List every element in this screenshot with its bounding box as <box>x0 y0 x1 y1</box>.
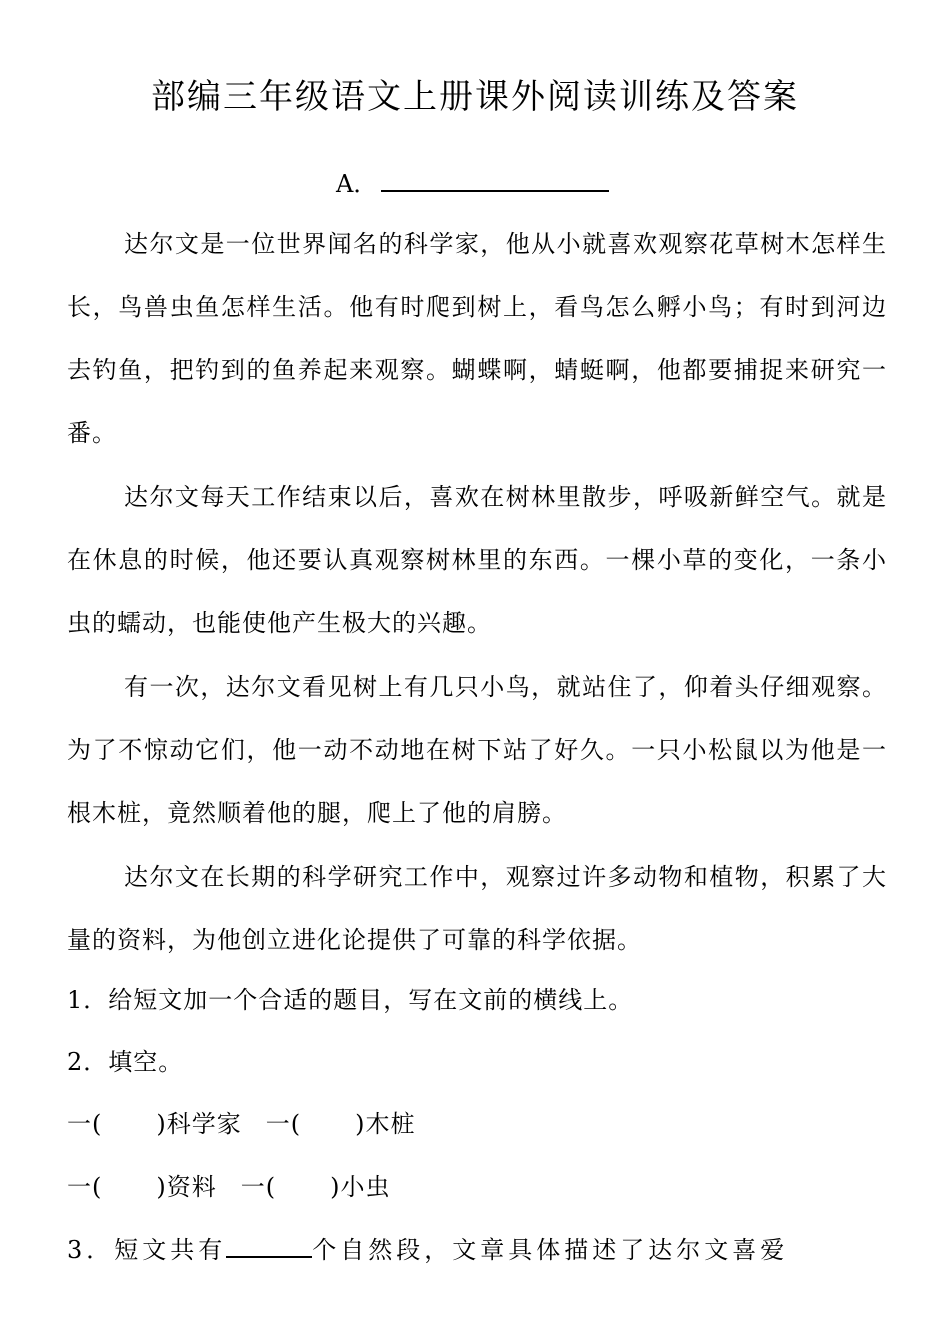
document-title: 部编三年级语文上册课外阅读训练及答案 <box>151 77 799 117</box>
fill-prefix: 一( <box>265 1110 302 1138</box>
paragraph-3: 有一次，达尔文看见树上有几只小鸟，就站住了，仰着头仔细观察。为了不惊动它们，他一动不动地在树下站了好久。一只小松鼠以为他是一根木桩，竟然顺着他的腿，爬上了他的肩膀。 <box>67 673 887 827</box>
paragraph-1: 达尔文是一位世界闻名的科学家，他从小就喜欢观察花草树木怎样生长，鸟兽虫鱼怎样生活。他有时爬到树上，看鸟怎么孵小鸟；有时到河边去钓鱼，把钓到的鱼养起来观察。蝴蝶啊，蜻蜓啊，他都要捕捉来研究一番。 <box>67 230 887 447</box>
question-3-suffix: 个自然段，文章具体描述了达尔文喜爱 <box>312 1236 789 1264</box>
passage-title-line <box>336 166 609 201</box>
paragraph-4: 达尔文在长期的科学研究工作中，观察过许多动物和植物，积累了大量的资料，为他创立进化论提供了可靠的科学依据。 <box>67 863 887 954</box>
paragraph-count-blank[interactable] <box>226 1232 312 1258</box>
title-answer-blank[interactable] <box>381 166 609 192</box>
fill-prefix: 一( <box>67 1173 103 1201</box>
question-1: 1．给短文加一个合适的题目，写在文前的横线上。 <box>67 986 634 1014</box>
fill-prefix: 一( <box>240 1173 277 1201</box>
question-3 <box>67 1232 887 1267</box>
question-3-prefix: 3．短文共有 <box>67 1236 227 1264</box>
passage-label: A． <box>336 170 378 198</box>
fill-suffix: )木桩 <box>355 1110 416 1138</box>
fill-suffix: )科学家 <box>156 1110 242 1138</box>
question-2-row-2 <box>67 1170 887 1204</box>
fill-suffix: )小虫 <box>330 1173 391 1201</box>
paragraph-2: 达尔文每天工作结束以后，喜欢在树林里散步，呼吸新鲜空气。就是在休息的时候，他还要认真观察树林里的东西。一棵小草的变化，一条小虫的蠕动，也能使他产生极大的兴趣。 <box>67 483 887 637</box>
question-2-row-1 <box>67 1107 887 1141</box>
question-2: 2．填空。 <box>67 1048 184 1076</box>
fill-suffix: )资料 <box>156 1173 217 1201</box>
fill-prefix: 一( <box>67 1110 103 1138</box>
